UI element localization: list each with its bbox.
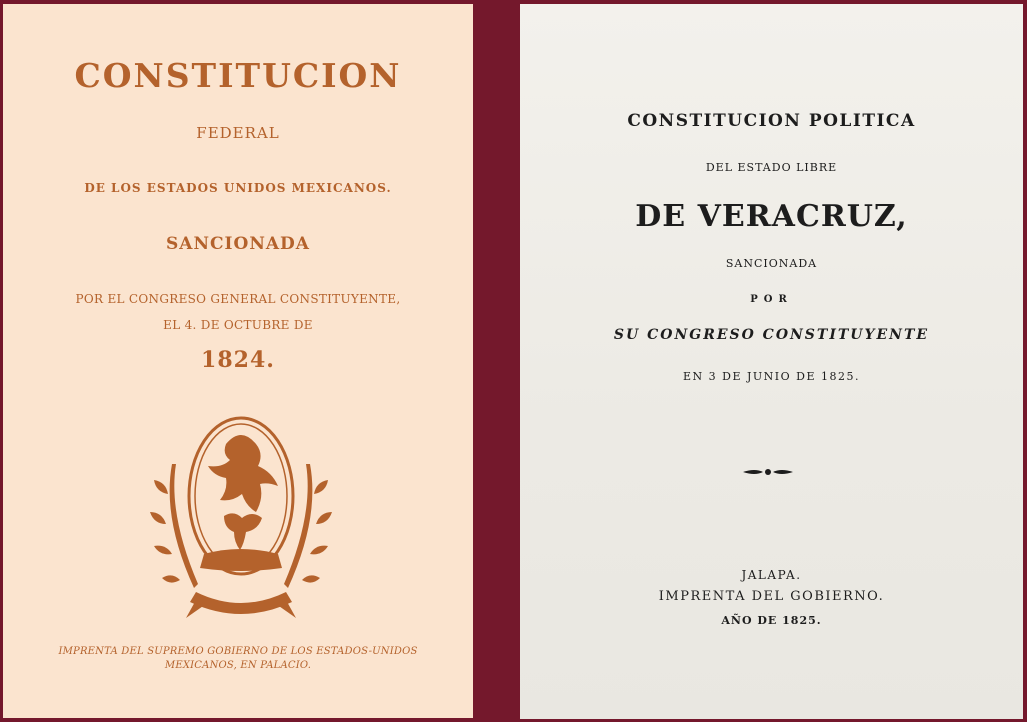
right-by: POR (750, 294, 793, 305)
left-by-congress: POR EL CONGRESO GENERAL CONSTITUYENTE, (75, 292, 401, 306)
right-state-name: DE VERACRUZ, (635, 199, 908, 234)
left-date: EL 4. DE OCTUBRE DE (163, 318, 313, 332)
left-sanctioned: SANCIONADA (166, 234, 310, 254)
left-subtitle: FEDERAL (196, 124, 280, 142)
right-title: CONSTITUCION POLITICA (627, 111, 916, 131)
left-title-page (3, 4, 473, 718)
eagle-serpent-crest-icon (146, 404, 336, 619)
right-sanctioned: SANCIONADA (725, 257, 818, 270)
divider-ornament-icon (743, 466, 793, 478)
right-year-line: AÑO DE 1825. (721, 614, 822, 627)
right-printer: IMPRENTA DEL GOBIERNO. (658, 589, 885, 604)
left-imprint-line-1: IMPRENTA DEL SUPREMO GOBIERNO DE LOS ESTADOS-UNIDOS (58, 646, 418, 657)
left-year: 1824. (201, 347, 275, 373)
right-date: EN 3 DE JUNIO DE 1825. (683, 370, 860, 383)
left-imprint-line-2: MEXICANOS, EN PALACIO. (164, 660, 312, 671)
left-states-line: DE LOS ESTADOS UNIDOS MEXICANOS. (84, 181, 392, 195)
left-title: CONSTITUCION (74, 56, 402, 95)
right-congress: SU CONGRESO CONSTITUYENTE (613, 327, 930, 343)
right-city: JALAPA. (741, 568, 802, 582)
right-subtitle: DEL ESTADO LIBRE (705, 161, 838, 174)
right-title-page (520, 4, 1023, 719)
